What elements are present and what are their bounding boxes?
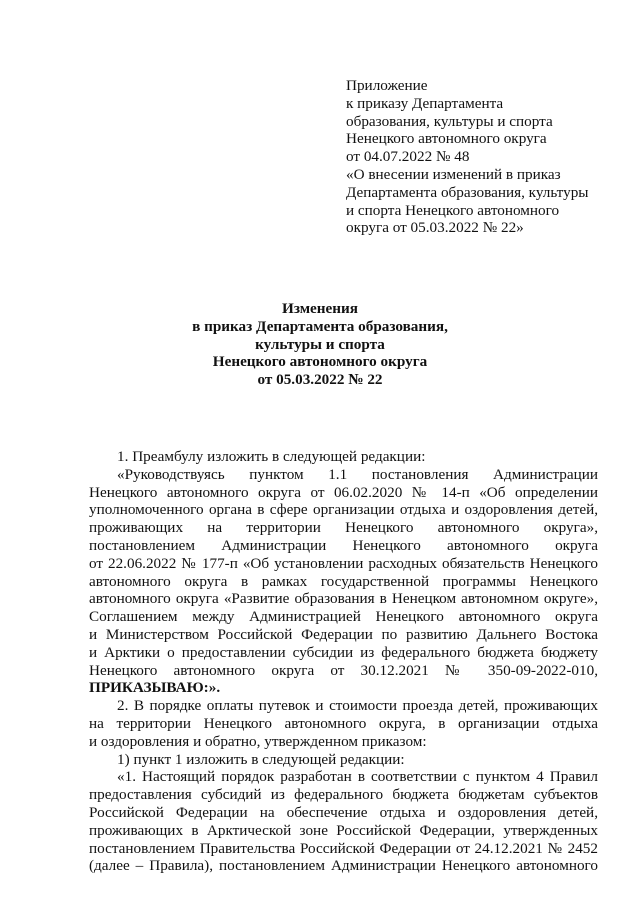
annex-line: и спорта Ненецкого автономного (346, 201, 560, 219)
item-2-line: 2. В порядке оплаты путевок и стоимости проезда детей, проживающих (117, 697, 598, 715)
annex-line: округа от 05.03.2022 № 22» (346, 219, 524, 237)
clause-1-line: постановлением Правительства Российской Федерации от 24.12.2021 № 2452 (89, 839, 598, 857)
item-2-line: и оздоровления и обратно, утвержденном приказом: (89, 732, 427, 750)
annex-line: «О внесении изменений в приказ (346, 165, 561, 183)
annex-line: Ненецкого автономного округа (346, 130, 547, 148)
title-line: в приказ Департамента образования, (192, 317, 448, 335)
preamble-line: автономного округа «Развитие образования в Ненецком автономном округе», (89, 590, 598, 608)
clause-1-line: Российской Федерации на обеспечение отдыха и оздоровления детей, (89, 803, 598, 821)
clause-1-line: (далее – Правила), постановлением Администрации Ненецкого автономного (89, 857, 598, 875)
annex-line: от 04.07.2022 № 48 (346, 148, 470, 166)
annex-line: к приказу Департамента (346, 94, 504, 112)
preamble-line: от 22.06.2022 № 177-п «Об установлении расходных обязательств Ненецкого (89, 554, 598, 572)
annex-line: Приложение (346, 77, 428, 94)
document-body (89, 448, 598, 875)
preamble-line: проживающих на территории Ненецкого автономного округа», (89, 519, 598, 537)
preamble-line: автономного округа в рамках государственной программы Ненецкого (89, 572, 598, 590)
item-2-line: на территории Ненецкого автономного округа, в организации отдыха (89, 714, 598, 732)
preamble-line: Соглашением между Администрацией Ненецкого автономного округа (89, 608, 598, 626)
item-1-heading: 1. Преамбулу изложить в следующей редакции: (117, 448, 426, 465)
preamble-line: уполномоченного органа в сфере организации отдыха и оздоровления детей, (89, 501, 598, 519)
annex-line: Департамента образования, культуры (346, 183, 589, 201)
preamble-line: и Министерством Российской Федерации по развитию Дальнего Востока (89, 625, 598, 643)
title-line: Изменения (282, 300, 358, 317)
preamble-order-word: ПРИКАЗЫВАЮ:». (89, 679, 221, 697)
clause-1-line: «1. Настоящий порядок разработан в соответствии с пунктом 4 Правил (117, 768, 598, 786)
document-title (0, 300, 640, 389)
preamble-line: Ненецкого автономного округа от 30.12.2021 № 350-09-2022-010, (89, 661, 598, 679)
title-line: культуры и спорта (255, 335, 385, 353)
clause-1-line: проживающих в Арктической зоне Российской Федерации, утвержденных (89, 821, 598, 839)
title-line: Ненецкого автономного округа (212, 353, 428, 371)
preamble-line: постановлением Администрации Ненецкого автономного округа (89, 536, 598, 554)
annex-header (346, 77, 589, 237)
preamble-line: «Руководствуясь пунктом 1.1 постановления Администрации (117, 465, 598, 483)
preamble-line: и Арктики о предоставлении субсидии из федерального бюджета бюджету (89, 643, 598, 661)
title-line: от 05.03.2022 № 22 (257, 371, 383, 389)
subitem-1: 1) пункт 1 изложить в следующей редакции: (117, 750, 405, 768)
annex-line: образования, культуры и спорта (346, 112, 553, 130)
preamble-line: Ненецкого автономного округа от 06.02.2020 № 14-п «Об определении (89, 483, 598, 501)
clause-1-line: предоставления субсидий из федерального бюджета бюджетам субъектов (89, 786, 598, 804)
